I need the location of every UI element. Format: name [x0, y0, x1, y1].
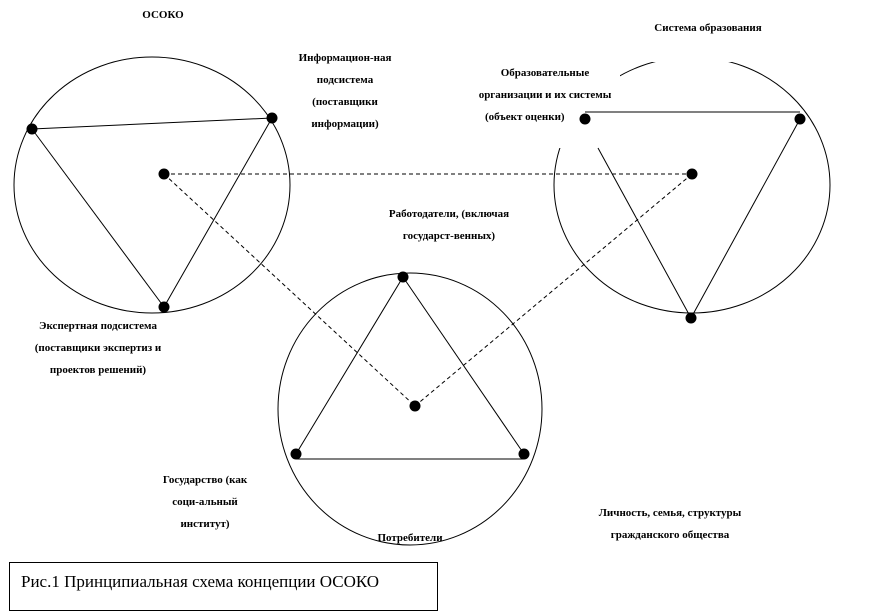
- info-subsystem-line-2: подсистема: [316, 74, 374, 86]
- info-subsystem-line-3: (поставщики: [312, 96, 378, 108]
- expert-subsystem-line-3: проектов решений): [49, 364, 147, 376]
- state-line-2: соци-альный: [172, 496, 238, 508]
- figure-caption-box: [9, 562, 438, 611]
- node-osoko-left: [27, 124, 38, 135]
- edu-orgs-line-1: Образовательные: [500, 67, 590, 79]
- state-line-3: институт): [180, 518, 230, 530]
- employers-line-2: государст-венных): [402, 230, 496, 242]
- employers-line-1: Работодатели, (включая: [388, 208, 510, 220]
- personality-label: [580, 502, 760, 546]
- edu-orgs-label: [465, 62, 625, 128]
- node-consumers-center: [410, 401, 421, 412]
- expert-subsystem-label: [18, 315, 178, 381]
- node-consumers-right: [519, 449, 530, 460]
- personality-line-2: гражданского общества: [610, 529, 730, 541]
- consumers-circle: [278, 273, 542, 545]
- node-expert-subsystem: [159, 302, 170, 313]
- info-subsystem-line-1: Информацион-ная: [298, 52, 392, 64]
- state-label: [140, 469, 270, 535]
- state-line-1: Государство (как: [162, 474, 248, 486]
- expert-subsystem-line-2: (поставщики экспертиз и: [34, 342, 162, 354]
- info-subsystem-line-4: информации): [311, 118, 379, 130]
- personality-line-1: Личность, семья, структуры: [598, 507, 742, 519]
- edu-orgs-line-2: организации и их системы: [478, 89, 612, 101]
- node-employers: [398, 272, 409, 283]
- employers-label: [366, 203, 532, 247]
- osoko-label: ОСОКО: [142, 9, 184, 21]
- node-info-subsystem: [267, 113, 278, 124]
- consumers-label: Потребители: [377, 532, 443, 544]
- edu-orgs-line-3: (объект оценки): [485, 111, 565, 123]
- osoko-triangle: [32, 118, 272, 307]
- consumers-triangle: [296, 277, 524, 459]
- figure-caption: Рис.1 Принципиальная схема концепции ОСОКО: [21, 572, 380, 591]
- node-state: [291, 449, 302, 460]
- node-personality: [686, 313, 697, 324]
- education-system-label: Система образования: [654, 22, 762, 34]
- osoko-circle: [14, 57, 290, 313]
- node-education-center: [687, 169, 698, 180]
- info-subsystem-label: [280, 47, 410, 135]
- node-osoko-center: [159, 169, 170, 180]
- node-education-right: [795, 114, 806, 125]
- expert-subsystem-line-1: Экспертная подсистема: [39, 320, 157, 332]
